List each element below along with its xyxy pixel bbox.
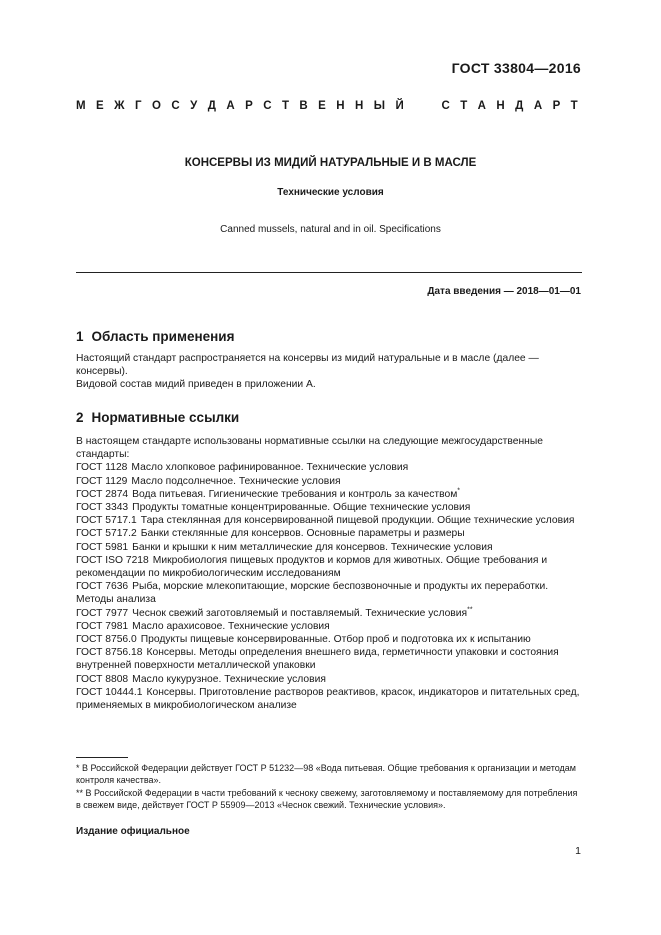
reference-item: [76, 475, 582, 488]
reference-item: [76, 673, 582, 686]
footnote-marker: *: [457, 487, 461, 495]
reference-list: [76, 461, 582, 712]
section-title: Нормативные ссылки: [91, 410, 240, 425]
title-divider: [76, 272, 582, 273]
section-1-heading: [76, 329, 234, 344]
reference-title: Банки и крышки к ним металлические для консервов. Технические условия: [132, 541, 493, 553]
section-number: 2: [76, 410, 84, 425]
reference-code: ГОСТ 1129: [76, 475, 128, 487]
page-number: 1: [575, 845, 581, 857]
reference-code: ГОСТ 5717.2: [76, 528, 137, 540]
reference-item: [76, 607, 582, 620]
reference-code: ГОСТ 3343: [76, 502, 129, 514]
reference-item: [76, 580, 582, 606]
footnote: ** В Российской Федерации в части требований к чесноку свежему, заготовляемому и поставляемому для потребления в свежем виде, действует ГОСТ Р 55909—2013 «Чеснок свежий. Технические условия».: [76, 787, 578, 811]
paragraph: Видовой состав мидий приведен в приложении А.: [76, 379, 316, 391]
reference-title: Вода питьевая. Гигиенические требования и контроль за качеством: [132, 488, 458, 500]
reference-title: Масло кукурузное. Технические условия: [132, 673, 326, 685]
reference-code: ГОСТ 10444.1: [76, 686, 143, 698]
english-title: Canned mussels, natural and in oil. Specifications: [220, 224, 441, 235]
reference-item: [76, 541, 582, 554]
section-2-heading: [76, 410, 239, 425]
reference-title: Продукты томатные концентрированные. Общие технические условия: [132, 502, 471, 514]
reference-code: ГОСТ 7636: [76, 581, 129, 593]
reference-title: Масло хлопковое рафинированное. Технические условия: [131, 462, 409, 474]
normative-references: [76, 435, 582, 712]
reference-item: [76, 461, 582, 474]
reference-title: Чеснок свежий заготовляемый и поставляемый. Технические условия: [132, 607, 468, 619]
reference-item: [76, 554, 582, 580]
reference-title: Масло подсолнечное. Технические условия: [131, 475, 341, 487]
introduction-date: Дата введения — 2018—01—01: [427, 286, 581, 297]
references-intro: В настоящем стандарте использованы нормативные ссылки на следующие межгосударственные стандарты:: [76, 436, 543, 461]
footnotes: [76, 762, 582, 812]
section-title: Область применения: [91, 329, 235, 344]
reference-code: ГОСТ 5717.1: [76, 515, 137, 527]
reference-title: Микробиология пищевых продуктов и кормов для животных. Общие требования и рекомендации по микробиологическим исследованиям: [76, 554, 548, 580]
reference-title: Консервы. Приготовление растворов реактивов, красок, индикаторов и питательных сред, применяемых в микробиологическом анализе: [76, 686, 580, 712]
reference-title: Масло арахисовое. Технические условия: [132, 620, 330, 632]
reference-title: Продукты пищевые консервированные. Отбор проб и подготовка их к испытанию: [140, 634, 531, 646]
reference-code: ГОСТ 2874: [76, 488, 129, 500]
reference-title: Консервы. Методы определения внешнего вида, герметичности упаковки и состояния внутренней поверхности металлической упаковки: [76, 647, 559, 672]
reference-item: [76, 488, 582, 501]
reference-item: [76, 501, 582, 514]
reference-item: [76, 620, 582, 633]
section-number: 1: [76, 329, 84, 344]
section-1-body: [76, 352, 582, 392]
footnote-divider: [76, 757, 128, 758]
document-title: КОНСЕРВЫ ИЗ МИДИЙ НАТУРАЛЬНЫЕ И В МАСЛЕ: [184, 157, 477, 169]
document-number: ГОСТ 33804—2016: [451, 60, 581, 76]
reference-item: [76, 514, 582, 527]
paragraph: Настоящий стандарт распространяется на консервы из мидий натуральные и в масле (далее — консервы).: [76, 353, 539, 378]
footnote-marker: **: [467, 606, 473, 614]
reference-code: ГОСТ 8756.0: [76, 634, 137, 646]
reference-code: ГОСТ 7977: [76, 607, 129, 619]
reference-item: [76, 633, 582, 646]
official-edition-label: Издание официальное: [76, 826, 190, 837]
reference-code: ГОСТ 8808: [76, 673, 129, 685]
standard-series: М Е Ж Г О С У Д А Р С Т В Е Н Н Ы Й С Т А Н Д А Р Т: [76, 100, 578, 112]
reference-title: Рыба, морские млекопитающие, морские беспозвоночные и продукты их переработки. Методы анализа: [76, 581, 549, 606]
reference-code: ГОСТ ISO 7218: [76, 554, 149, 566]
reference-title: Банки стеклянные для консервов. Основные параметры и размеры: [140, 528, 465, 540]
reference-code: ГОСТ 8756.18: [76, 647, 143, 659]
reference-code: ГОСТ 1128: [76, 462, 128, 474]
document-subtitle: Технические условия: [277, 187, 384, 198]
footnote: * В Российской Федерации действует ГОСТ Р 51232—98 «Вода питьевая. Общие требования к организации и методам контроля качества».: [76, 763, 576, 786]
reference-item: [76, 527, 582, 540]
reference-item: [76, 646, 582, 672]
reference-code: ГОСТ 7981: [76, 620, 129, 632]
reference-item: [76, 686, 582, 712]
reference-title: Тара стеклянная для консервированной пищевой продукции. Общие технические условия: [140, 515, 575, 527]
reference-code: ГОСТ 5981: [76, 541, 129, 553]
